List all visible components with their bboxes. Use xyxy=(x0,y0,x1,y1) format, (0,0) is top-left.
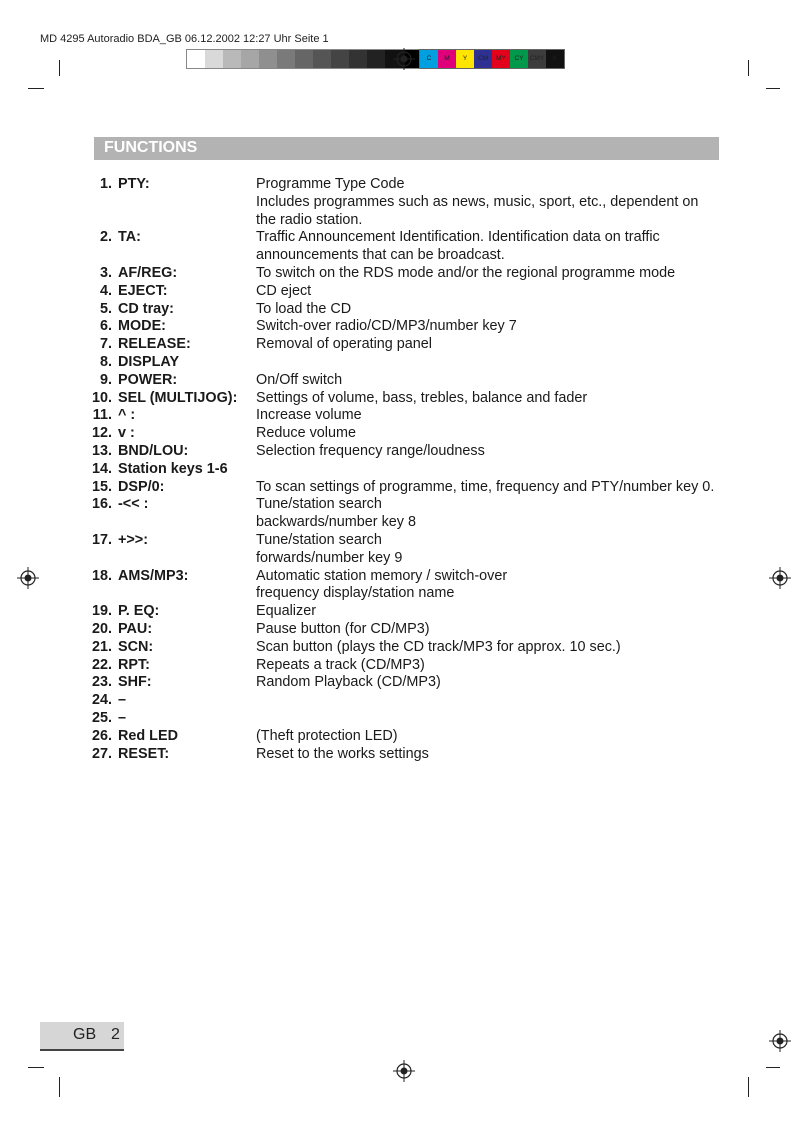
function-number: 5. xyxy=(99,300,112,317)
crop-mark xyxy=(748,1077,749,1097)
function-name: +>>: xyxy=(118,531,149,548)
function-description: CD eject xyxy=(256,282,312,299)
function-description: Reset to the works settings xyxy=(256,745,429,762)
function-row xyxy=(80,407,740,425)
function-name: SHF: xyxy=(118,674,152,691)
cmyk-swatch: CMY xyxy=(528,50,546,68)
function-name: PAU: xyxy=(118,620,153,637)
cmyk-swatch: CM xyxy=(474,50,492,68)
function-row xyxy=(80,657,740,675)
function-row xyxy=(80,568,740,604)
function-number: 19. xyxy=(91,603,112,620)
function-row xyxy=(80,710,740,728)
function-name: RESET: xyxy=(118,745,170,762)
grayscale-swatch xyxy=(205,50,223,68)
function-row xyxy=(80,479,740,497)
function-name: AMS/MP3: xyxy=(118,567,189,584)
function-row xyxy=(80,692,740,710)
crop-mark xyxy=(28,1067,44,1068)
crop-mark xyxy=(766,88,780,89)
grayscale-swatch xyxy=(277,50,295,68)
function-row xyxy=(80,354,740,372)
function-row xyxy=(80,390,740,408)
function-row xyxy=(80,283,740,301)
function-name: TA: xyxy=(118,229,141,246)
footer-language: GB xyxy=(73,1026,97,1043)
grayscale-swatch xyxy=(313,50,331,68)
registration-mark-icon xyxy=(393,1060,415,1082)
function-name: Red LED xyxy=(118,727,178,744)
function-number: 20. xyxy=(91,620,112,637)
grayscale-swatch xyxy=(295,50,313,68)
function-description: Switch-over radio/CD/MP3/number key 7 xyxy=(256,318,517,335)
function-name: Station keys 1-6 xyxy=(118,460,228,477)
crop-mark xyxy=(59,60,60,76)
registration-mark-icon xyxy=(393,48,415,70)
registration-mark-icon xyxy=(17,567,39,589)
function-number: 23. xyxy=(91,674,112,691)
function-number: 8. xyxy=(99,353,112,370)
function-name: EJECT: xyxy=(118,282,168,299)
function-row xyxy=(80,621,740,639)
function-number: 22. xyxy=(91,656,112,673)
function-number: 15. xyxy=(91,478,112,495)
function-row xyxy=(80,265,740,283)
grayscale-swatch xyxy=(349,50,367,68)
grayscale-calibration-bar xyxy=(186,49,422,69)
function-description: Traffic Announcement Identification. Identification data on traffic announcements that can be broadcast. xyxy=(256,229,660,264)
function-name: CD tray: xyxy=(118,300,174,317)
function-name: DISPLAY xyxy=(118,353,180,370)
function-number: 13. xyxy=(91,442,112,459)
grayscale-swatch xyxy=(259,50,277,68)
function-name: v : xyxy=(118,425,135,442)
function-description: On/Off switch xyxy=(256,371,343,388)
function-row xyxy=(80,603,740,621)
function-number: 24. xyxy=(91,692,112,709)
cmyk-swatch: CY xyxy=(510,50,528,68)
grayscale-swatch xyxy=(241,50,259,68)
function-name: POWER: xyxy=(118,371,178,388)
function-description: Increase volume xyxy=(256,407,362,424)
function-description: Pause button (for CD/MP3) xyxy=(256,620,430,637)
function-name: RPT: xyxy=(118,656,150,673)
function-number: 11. xyxy=(92,407,112,424)
function-number: 17. xyxy=(91,531,112,548)
function-row xyxy=(80,461,740,479)
function-row xyxy=(80,496,740,532)
registration-mark-icon xyxy=(769,567,791,589)
function-number: 3. xyxy=(99,264,112,281)
crop-mark xyxy=(59,1077,60,1097)
function-number: 18. xyxy=(91,567,112,584)
function-number: 25. xyxy=(91,709,112,726)
function-row xyxy=(80,372,740,390)
function-description: Automatic station memory / switch-over frequency display/station name xyxy=(256,567,508,602)
function-number: 10. xyxy=(91,389,112,406)
function-name: ^ : xyxy=(118,407,136,424)
function-row xyxy=(80,336,740,354)
function-row xyxy=(80,229,740,265)
function-row xyxy=(80,176,740,229)
function-description xyxy=(256,354,740,372)
function-description: (Theft protection LED) xyxy=(256,727,398,744)
function-row xyxy=(80,443,740,461)
function-number: 12. xyxy=(91,425,112,442)
function-number: 7. xyxy=(99,336,112,353)
cmyk-swatch: K xyxy=(546,50,564,68)
function-name: PTY: xyxy=(118,176,150,192)
function-name: SEL (MULTIJOG): xyxy=(118,389,238,406)
function-row xyxy=(80,318,740,336)
crop-mark xyxy=(766,1067,780,1068)
function-description: Tune/station search forwards/number key 9 xyxy=(256,531,403,566)
function-number: 1. xyxy=(99,176,112,192)
function-row xyxy=(80,532,740,568)
function-description: To scan settings of programme, time, frequency and PTY/number key 0. xyxy=(256,478,715,495)
function-description: Random Playback (CD/MP3) xyxy=(256,674,441,691)
function-row xyxy=(80,425,740,443)
function-row xyxy=(80,728,740,746)
function-number: 27. xyxy=(91,745,112,762)
page-number: 2 xyxy=(111,1026,120,1043)
function-row xyxy=(80,639,740,657)
function-description xyxy=(256,710,740,728)
cmyk-swatch: Y xyxy=(456,50,474,68)
cmyk-swatch: C xyxy=(420,50,438,68)
function-description: Removal of operating panel xyxy=(256,336,432,353)
function-row xyxy=(80,746,740,764)
function-name: P. EQ: xyxy=(118,603,160,620)
function-row xyxy=(80,301,740,319)
function-number: 4. xyxy=(99,282,112,299)
function-name: SCN: xyxy=(118,638,154,655)
grayscale-swatch xyxy=(187,50,205,68)
function-description: To switch on the RDS mode and/or the regional programme mode xyxy=(256,264,676,281)
function-number: 26. xyxy=(91,727,112,744)
function-name: MODE: xyxy=(118,318,166,335)
grayscale-swatch xyxy=(367,50,385,68)
function-description xyxy=(256,461,740,479)
function-number: 16. xyxy=(91,496,112,513)
function-description: Scan button (plays the CD track/MP3 for approx. 10 sec.) xyxy=(256,638,621,655)
grayscale-swatch xyxy=(331,50,349,68)
function-description: To load the CD xyxy=(256,300,352,317)
crop-mark xyxy=(28,88,44,89)
function-description: Reduce volume xyxy=(256,425,356,442)
function-name: BND/LOU: xyxy=(118,442,189,459)
function-name: – xyxy=(118,709,127,726)
function-name: AF/REG: xyxy=(118,264,178,281)
grayscale-swatch xyxy=(223,50,241,68)
function-number: 9. xyxy=(99,371,112,388)
section-title: FUNCTIONS xyxy=(104,139,198,156)
function-number: 2. xyxy=(99,229,112,246)
function-number: 21. xyxy=(91,638,112,655)
function-number: 6. xyxy=(99,318,112,335)
print-header: MD 4295 Autoradio BDA_GB 06.12.2002 12:27 Uhr Seite 1 xyxy=(40,33,329,45)
section-header xyxy=(94,137,719,160)
function-name: -<< : xyxy=(118,496,149,513)
page-footer xyxy=(40,1022,124,1051)
function-description: Settings of volume, bass, trebles, balance and fader xyxy=(256,389,588,406)
function-description xyxy=(256,692,740,710)
crop-mark xyxy=(748,60,749,76)
cmyk-swatch: MY xyxy=(492,50,510,68)
function-description: Selection frequency range/loudness xyxy=(256,442,485,459)
cmyk-swatch: M xyxy=(438,50,456,68)
function-description: Programme Type Code Includes programmes such as news, music, sport, etc., dependent on the radio station. xyxy=(256,176,699,228)
function-row xyxy=(80,674,740,692)
function-name: DSP/0: xyxy=(118,478,165,495)
function-description: Repeats a track (CD/MP3) xyxy=(256,656,425,673)
registration-mark-icon xyxy=(769,1030,791,1052)
function-number: 14. xyxy=(91,460,112,477)
cmyk-calibration-bar xyxy=(419,49,565,69)
function-description: Equalizer xyxy=(256,603,316,620)
functions-list xyxy=(80,176,740,763)
function-description: Tune/station search backwards/number key 8 xyxy=(256,496,416,531)
function-name: – xyxy=(118,692,127,709)
function-name: RELEASE: xyxy=(118,336,191,353)
